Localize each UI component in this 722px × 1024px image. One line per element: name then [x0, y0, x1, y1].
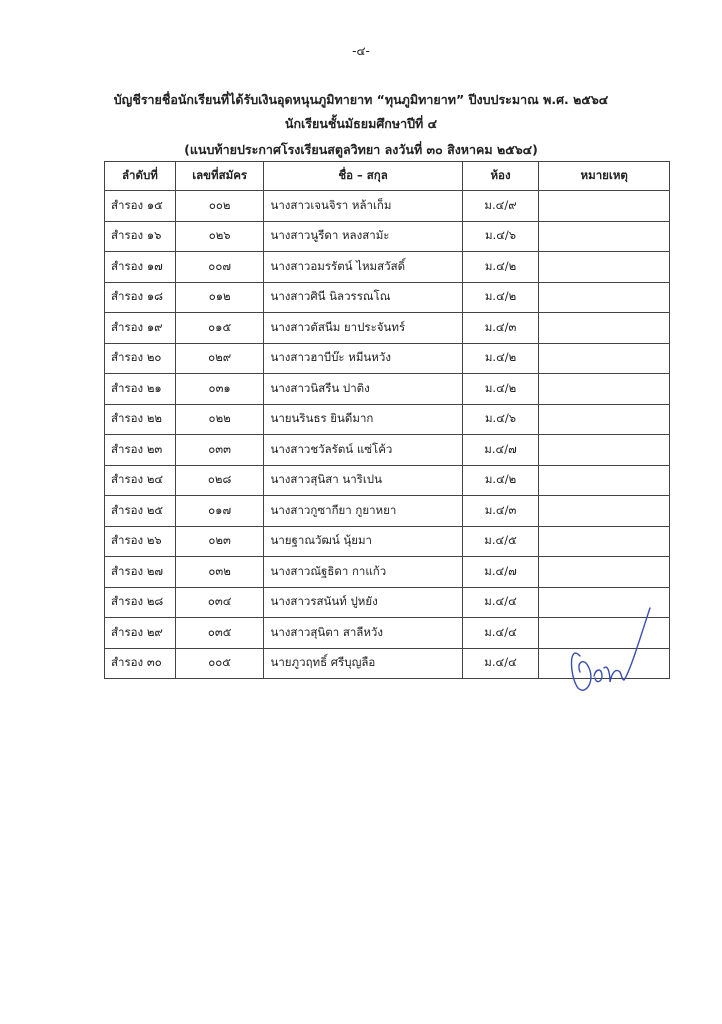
cell-remarks — [539, 496, 670, 527]
cell-room: ม.๔/๔ — [462, 587, 539, 618]
cell-order: สำรอง ๒๘ — [105, 587, 176, 618]
table-row — [105, 526, 670, 557]
cell-room: ม.๔/๖ — [462, 221, 539, 252]
cell-order: สำรอง ๒๓ — [105, 435, 176, 466]
cell-name: นางสาวศินี นิลวรรณโณ — [264, 282, 462, 313]
cell-room: ม.๔/๕ — [462, 526, 539, 557]
cell-room: ม.๔/๖ — [462, 404, 539, 435]
cell-room: ม.๔/๒ — [462, 465, 539, 496]
cell-remarks — [539, 313, 670, 344]
cell-name: นางสาวนูรีดา หลงสามัะ — [264, 221, 462, 252]
cell-remarks — [539, 252, 670, 283]
cell-room: ม.๔/๒ — [462, 343, 539, 374]
cell-name: นางสาวอมรรัตน์ ไหมสวัสดิ์ — [264, 252, 462, 283]
cell-order: สำรอง ๑๗ — [105, 252, 176, 283]
cell-room: ม.๔/๗ — [462, 557, 539, 588]
cell-application-number: ๐๓๔ — [175, 587, 264, 618]
cell-order: สำรอง ๒๔ — [105, 465, 176, 496]
cell-room: ม.๔/๓ — [462, 313, 539, 344]
table-row — [105, 374, 670, 405]
cell-order: สำรอง ๑๙ — [105, 313, 176, 344]
cell-application-number: ๐๒๙ — [175, 343, 264, 374]
table-row — [105, 496, 670, 527]
cell-remarks — [539, 526, 670, 557]
cell-remarks — [539, 282, 670, 313]
cell-room: ม.๔/๙ — [462, 191, 539, 222]
cell-room: ม.๔/๒ — [462, 374, 539, 405]
cell-application-number: ๐๑๕ — [175, 313, 264, 344]
table-row — [105, 313, 670, 344]
cell-remarks — [539, 435, 670, 466]
cell-order: สำรอง ๒๕ — [105, 496, 176, 527]
cell-remarks — [539, 221, 670, 252]
cell-name: นางสาวชวัลรัตน์ แซ่โค้ว — [264, 435, 462, 466]
cell-application-number: ๐๒๓ — [175, 526, 264, 557]
cell-order: สำรอง ๒๒ — [105, 404, 176, 435]
table-row — [105, 404, 670, 435]
cell-order: สำรอง ๒๙ — [105, 618, 176, 649]
cell-name: นางสาวสุนิตา สาลีหวัง — [264, 618, 462, 649]
cell-room: ม.๔/๓ — [462, 496, 539, 527]
cell-order: สำรอง ๒๑ — [105, 374, 176, 405]
handwritten-signature — [560, 598, 660, 698]
cell-application-number: ๐๒๒ — [175, 404, 264, 435]
cell-room: ม.๔/๒ — [462, 252, 539, 283]
page-number: -๔- — [352, 44, 370, 58]
cell-application-number: ๐๐๕ — [175, 648, 264, 679]
header-room: ห้อง — [462, 162, 539, 191]
cell-order: สำรอง ๒๐ — [105, 343, 176, 374]
cell-name: นางสาวกูซากียา กูยาหยา — [264, 496, 462, 527]
cell-order: สำรอง ๑๘ — [105, 282, 176, 313]
cell-application-number: ๐๐๒ — [175, 191, 264, 222]
cell-remarks — [539, 191, 670, 222]
cell-application-number: ๐๐๗ — [175, 252, 264, 283]
header-name: ชื่อ – สกุล — [264, 162, 462, 191]
document-reference: (แนบท้ายประกาศโรงเรียนสตูลวิทยา ลงวันที่ ๓๐ สิงหาคม ๒๕๖๔) — [184, 142, 538, 157]
cell-room: ม.๔/๗ — [462, 435, 539, 466]
header-order: ลำดับที่ — [105, 162, 176, 191]
cell-name: นางสาวฮาบีบ๊ะ หมีนหวัง — [264, 343, 462, 374]
cell-remarks — [539, 557, 670, 588]
cell-name: นายฐาณวัฒน์ นุ้ยมา — [264, 526, 462, 557]
cell-application-number: ๐๓๕ — [175, 618, 264, 649]
cell-room: ม.๔/๔ — [462, 618, 539, 649]
cell-application-number: ๐๒๖ — [175, 221, 264, 252]
cell-order: สำรอง ๑๕ — [105, 191, 176, 222]
table-row — [105, 557, 670, 588]
cell-application-number: ๐๓๓ — [175, 435, 264, 466]
table-row — [105, 191, 670, 222]
table-row — [105, 465, 670, 496]
table-header-row — [105, 162, 670, 191]
cell-order: สำรอง ๒๖ — [105, 526, 176, 557]
cell-name: นางสาวรสนันท์ ปูหยัง — [264, 587, 462, 618]
cell-room: ม.๔/๒ — [462, 282, 539, 313]
header-remarks: หมายเหตุ — [539, 162, 670, 191]
cell-name: นางสาวสุนิสา นาริเปน — [264, 465, 462, 496]
cell-remarks — [539, 465, 670, 496]
cell-order: สำรอง ๓๐ — [105, 648, 176, 679]
cell-order: สำรอง ๑๖ — [105, 221, 176, 252]
cell-remarks — [539, 343, 670, 374]
cell-name: นางสาวเจนจิรา หล้าเก็ม — [264, 191, 462, 222]
table-row — [105, 252, 670, 283]
cell-application-number: ๐๑๒ — [175, 282, 264, 313]
document-title: บัญชีรายชื่อนักเรียนที่ได้รับเงินอุดหนุนภูมิทายาท “ทุนภูมิทายาท” ปีงบประมาณ พ.ศ. ๒๕๖๔ — [113, 92, 609, 107]
cell-remarks — [539, 404, 670, 435]
cell-application-number: ๐๓๑ — [175, 374, 264, 405]
cell-application-number: ๐๑๗ — [175, 496, 264, 527]
cell-room: ม.๔/๔ — [462, 648, 539, 679]
document-subtitle: นักเรียนชั้นมัธยมศึกษาปีที่ ๔ — [284, 116, 438, 131]
cell-order: สำรอง ๒๗ — [105, 557, 176, 588]
cell-name: นางสาวตัสนีม ยาประจันทร์ — [264, 313, 462, 344]
header-application-number: เลขที่สมัคร — [175, 162, 264, 191]
cell-remarks — [539, 374, 670, 405]
cell-application-number: ๐๓๒ — [175, 557, 264, 588]
table-row — [105, 282, 670, 313]
table-row — [105, 435, 670, 466]
table-row — [105, 221, 670, 252]
cell-name: นายภูวฤทธิ์ ศรีบุญลือ — [264, 648, 462, 679]
cell-name: นางสาวณัฐธิดา กาแก้ว — [264, 557, 462, 588]
cell-name: นางสาวนิสรีน ปาติง — [264, 374, 462, 405]
cell-application-number: ๐๒๘ — [175, 465, 264, 496]
table-row — [105, 343, 670, 374]
cell-name: นายนรินธร ยินดีมาก — [264, 404, 462, 435]
